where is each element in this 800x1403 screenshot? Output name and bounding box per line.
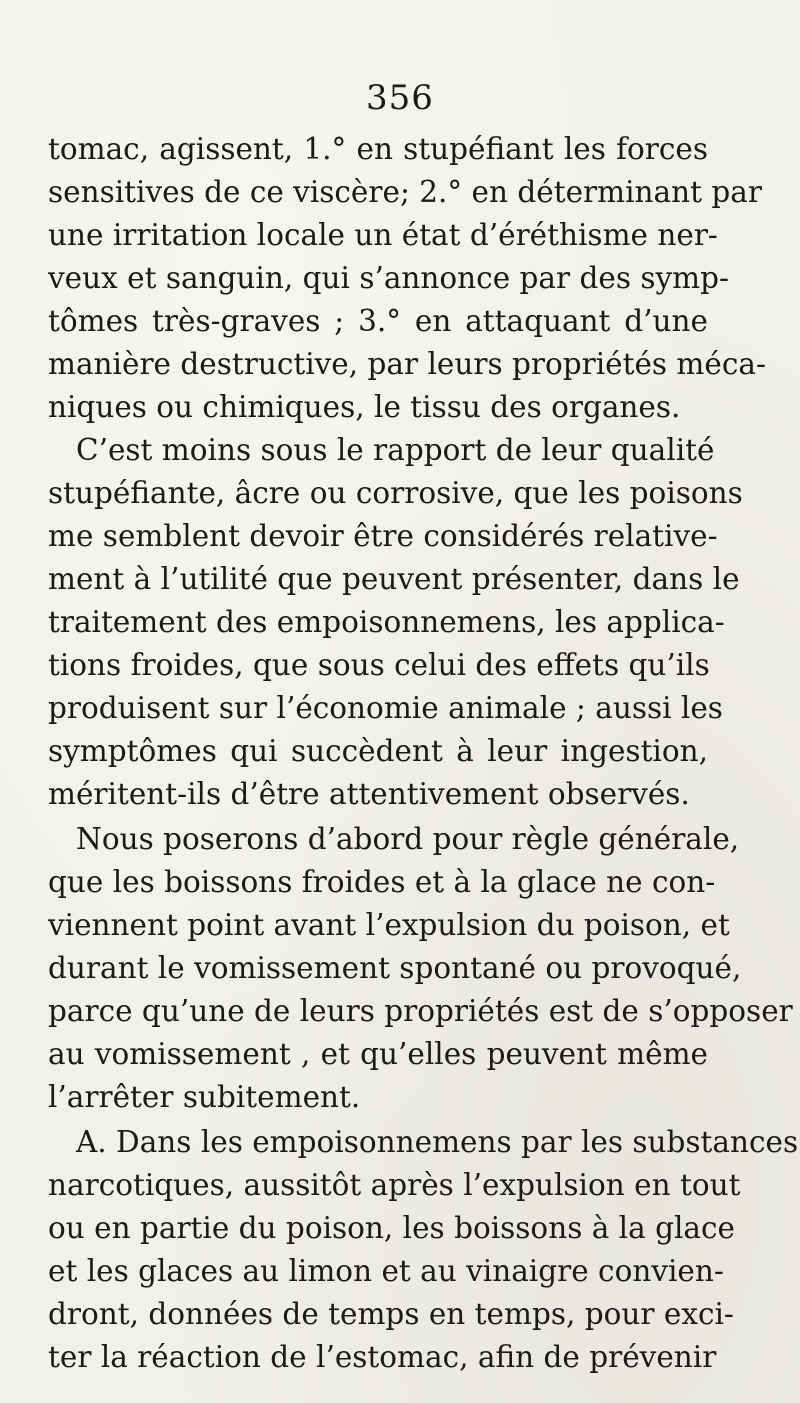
text-line: symptômes qui succèdent à leur ingestion, (48, 734, 708, 768)
text-line: dront, données de temps en temps, pour exci- (48, 1297, 734, 1331)
text-line: au vomissement , et qu’elles peuvent même (48, 1037, 708, 1071)
text-line: tions froides, que sous celui des effets qu’ils (48, 648, 710, 682)
paragraph-start-line: C’est moins sous le rapport de leur qualité (76, 433, 715, 467)
text-line: une irritation locale un état d’éréthisme ner- (48, 218, 718, 252)
text-line: méritent-ils d’être attentivement observés. (48, 777, 690, 811)
text-line: tômes très-graves ; 3.° en attaquant d’une (48, 304, 708, 338)
text-line: l’arrêter subitement. (48, 1080, 361, 1114)
text-line: ou en partie du poison, les boissons à la glace (48, 1211, 735, 1245)
text-line: narcotiques, aussitôt après l’expulsion en tout (48, 1168, 741, 1202)
text-line: tomac, agissent, 1.° en stupéfiant les forces (48, 132, 708, 166)
text-line: veux et sanguin, qui s’annonce par des symp- (48, 261, 729, 295)
paragraph-start-line: Nous poserons d’abord pour règle générale, (76, 822, 740, 856)
text-line: ment à l’utilité que peuvent présenter, dans le (48, 562, 740, 596)
text-line: sensitives de ce viscère; 2.° en déterminant par (48, 175, 762, 209)
text-line: que les boissons froides et à la glace ne con- (48, 865, 716, 899)
text-line: et les glaces au limon et au vinaigre convien- (48, 1254, 724, 1288)
text-line: traitement des empoisonnemens, les applica- (48, 605, 725, 639)
text-line: parce qu’une de leurs propriétés est de s’opposer (48, 994, 793, 1028)
text-line: niques ou chimiques, le tissu des organes. (48, 390, 681, 424)
text-line: me semblent devoir être considérés relative- (48, 519, 718, 553)
text-line: manière destructive, par leurs propriétés méca- (48, 347, 766, 381)
text-line: ter la réaction de l’estomac, afin de prévenir (48, 1340, 717, 1374)
text-line: viennent point avant l’expulsion du poison, et (48, 908, 730, 942)
text-line: stupéfiante, âcre ou corrosive, que les poisons (48, 476, 743, 510)
page-number: 356 (366, 78, 434, 118)
paragraph-start-line: A. Dans les empoisonnemens par les substances (76, 1125, 799, 1159)
text-line: durant le vomissement spontané ou provoqué, (48, 951, 742, 985)
text-line: produisent sur l’économie animale ; aussi les (48, 691, 723, 725)
body-text (48, 128, 799, 1379)
